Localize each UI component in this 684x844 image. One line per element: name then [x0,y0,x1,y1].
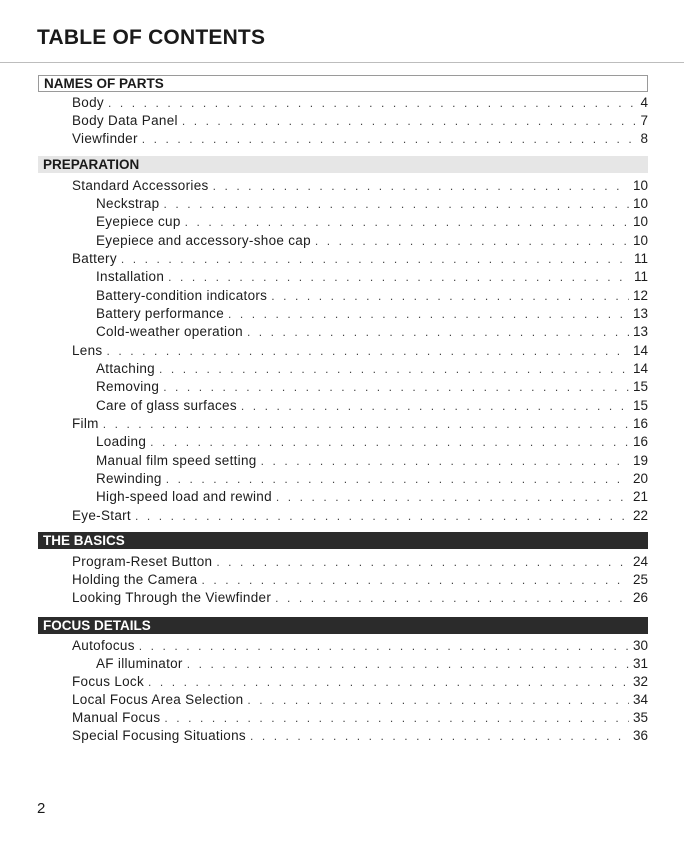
toc-entry[interactable] [72,571,648,589]
dot-leader [168,268,630,286]
entry-page: 34 [632,692,648,707]
toc-entry[interactable] [72,415,648,433]
toc-entry[interactable] [72,94,648,112]
toc-entry[interactable] [72,553,648,571]
entry-label: Rewinding [96,471,162,486]
toc-entry[interactable] [72,250,648,268]
toc-subentry[interactable] [96,268,648,286]
toc-entry[interactable] [72,507,648,525]
dot-leader [135,507,629,525]
dot-leader [275,589,629,607]
entry-label: Standard Accessories [72,178,209,193]
toc-entry[interactable] [72,342,648,360]
entry-page: 21 [632,489,648,504]
toc-subentry[interactable] [96,213,648,231]
entry-page: 32 [632,674,648,689]
section-heading-focus-details [38,617,648,634]
dot-leader [166,470,629,488]
entry-label: High-speed load and rewind [96,489,272,504]
toc-subentry[interactable] [96,470,648,488]
toc-subentry[interactable] [96,305,648,323]
entry-page: 31 [632,656,648,671]
entry-page: 19 [632,453,648,468]
entry-label: Looking Through the Viewfinder [72,590,272,605]
dot-leader [213,177,629,195]
dot-leader [271,287,629,305]
entry-label: Manual Focus [72,710,161,725]
toc-subentry[interactable] [96,232,648,250]
dot-leader [139,637,629,655]
entry-page: 15 [632,379,648,394]
toc-entry[interactable] [72,112,648,130]
entry-label: Holding the Camera [72,572,198,587]
entry-label: Care of glass surfaces [96,398,237,413]
dot-leader [121,250,630,268]
entry-page: 16 [632,416,648,431]
section-heading-names-of-parts [38,75,648,92]
entry-page: 26 [632,590,648,605]
entry-page: 13 [632,306,648,321]
entry-page: 10 [632,196,648,211]
dot-leader [163,378,629,396]
entry-label: Program-Reset Button [72,554,213,569]
section-heading-label: NAMES OF PARTS [44,76,164,91]
dot-leader [261,452,629,470]
entry-label: Focus Lock [72,674,145,689]
entry-page: 11 [633,269,648,284]
toc-subentry[interactable] [96,488,648,506]
toc-entry[interactable] [72,637,648,655]
dot-leader [142,130,637,148]
entry-label: Eyepiece and accessory-shoe cap [96,233,311,248]
dot-leader [106,342,628,360]
entry-label: Battery [72,251,117,266]
entry-label: Cold-weather operation [96,324,243,339]
page-number: 2 [37,800,46,817]
dot-leader [250,727,629,745]
entry-page: 14 [632,361,648,376]
dot-leader [187,655,629,673]
entry-page: 14 [632,343,648,358]
entry-label: Neckstrap [96,196,160,211]
dot-leader [108,94,637,112]
entry-page: 36 [632,728,648,743]
entry-label: Lens [72,343,103,358]
toc-entry[interactable] [72,709,648,727]
dot-leader [150,433,629,451]
toc-subentry[interactable] [96,397,648,415]
entry-page: 10 [632,214,648,229]
entry-page: 7 [640,113,648,128]
dot-leader [103,415,629,433]
dot-leader [182,112,637,130]
dot-leader [315,232,629,250]
entry-label: Film [72,416,99,431]
toc-subentry[interactable] [96,323,648,341]
entry-page: 10 [632,233,648,248]
toc-entry[interactable] [72,177,648,195]
entry-page: 20 [632,471,648,486]
entry-label: Autofocus [72,638,135,653]
entry-page: 12 [632,288,648,303]
entry-label: Body [72,95,104,110]
entry-page: 22 [632,508,648,523]
entry-page: 10 [632,178,648,193]
toc-subentry[interactable] [96,287,648,305]
entry-page: 16 [632,434,648,449]
toc-subentry[interactable] [96,433,648,451]
entry-page: 13 [632,324,648,339]
entry-label: Battery performance [96,306,225,321]
dot-leader [159,360,629,378]
dot-leader [201,571,629,589]
entry-label: Viewfinder [72,131,138,146]
entry-label: Loading [96,434,147,449]
dot-leader [164,709,629,727]
toc-subentry[interactable] [96,195,648,213]
entry-label: Eye-Start [72,508,131,523]
dot-leader [247,323,629,341]
entry-page: 35 [632,710,648,725]
entry-label: AF illuminator [96,656,183,671]
section-heading-label: THE BASICS [43,533,125,548]
dot-leader [228,305,629,323]
section-heading-the-basics [38,532,648,549]
section-heading-label: PREPARATION [43,157,140,172]
dot-leader [148,673,629,691]
toc-entry[interactable] [72,727,648,745]
entry-page: 15 [632,398,648,413]
entry-label: Removing [96,379,160,394]
entry-page: 8 [640,131,648,146]
toc-entry[interactable] [72,589,648,607]
entry-page: 30 [632,638,648,653]
section-heading-preparation [38,156,648,173]
entry-label: Local Focus Area Selection [72,692,244,707]
dot-leader [247,691,629,709]
page-title: TABLE OF CONTENTS [37,26,266,49]
entry-label: Eyepiece cup [96,214,181,229]
toc-entry[interactable] [72,130,648,148]
entry-label: Body Data Panel [72,113,178,128]
dot-leader [163,195,628,213]
entry-label: Attaching [96,361,155,376]
toc-entry[interactable] [72,673,648,691]
entry-page: 25 [632,572,648,587]
toc-subentry[interactable] [96,452,648,470]
entry-page: 24 [632,554,648,569]
entry-label: Battery-condition indicators [96,288,268,303]
dot-leader [276,488,629,506]
toc-subentry[interactable] [96,360,648,378]
dot-leader [241,397,629,415]
entry-page: 4 [640,95,648,110]
dot-leader [216,553,629,571]
entry-label: Installation [96,269,165,284]
section-heading-label: FOCUS DETAILS [43,618,151,633]
entry-label: Special Focusing Situations [72,728,246,743]
entry-page: 11 [633,251,648,266]
toc-subentry[interactable] [96,378,648,396]
dot-leader [185,213,629,231]
toc-entry[interactable] [72,691,648,709]
entry-label: Manual film speed setting [96,453,257,468]
title-divider [0,62,684,63]
toc-subentry[interactable] [96,655,648,673]
